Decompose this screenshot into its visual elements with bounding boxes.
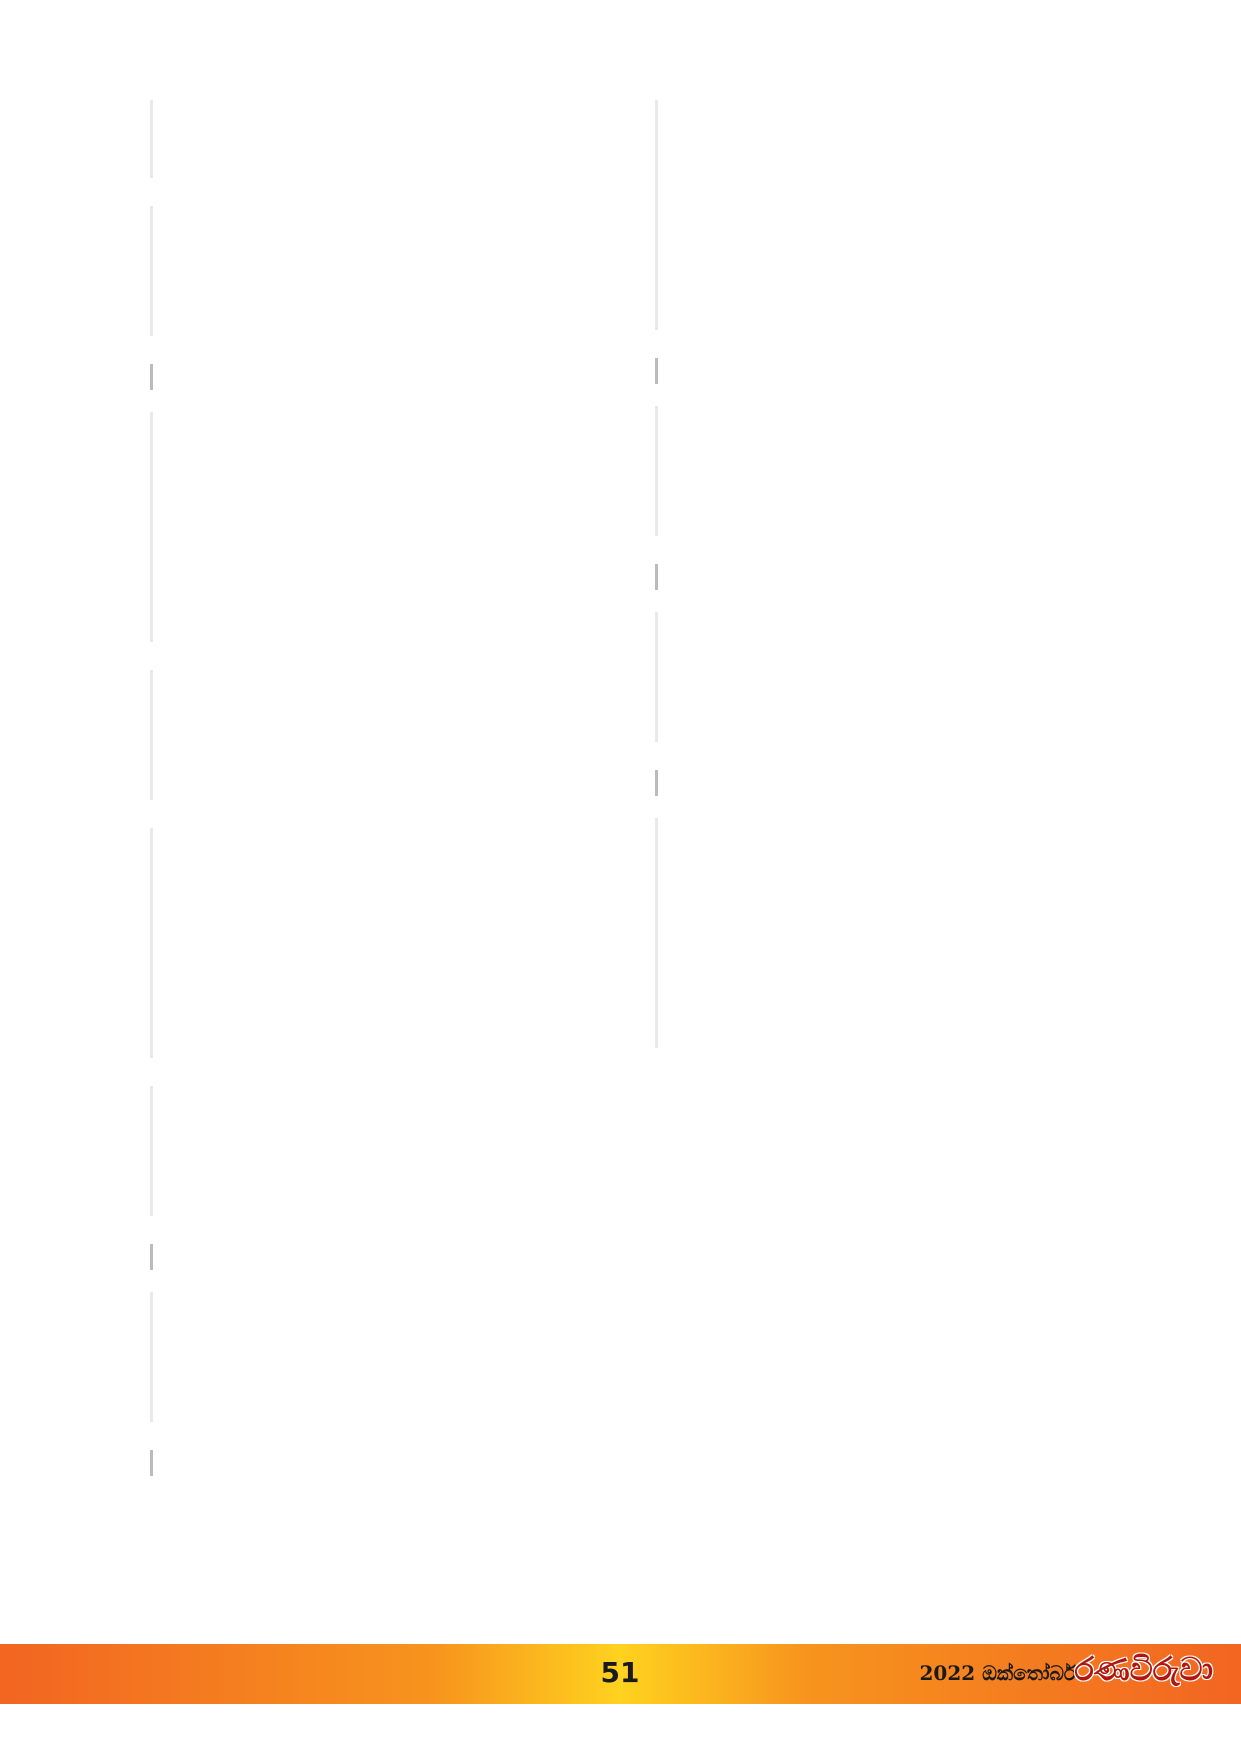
- interview-question: [150, 1244, 605, 1270]
- article-paragraph: [655, 406, 1110, 536]
- interview-question: [655, 564, 1110, 590]
- magazine-logo: රණවිරුවා: [1074, 1650, 1213, 1688]
- article-paragraph: [150, 828, 605, 1058]
- interview-question: [655, 770, 1110, 796]
- article-paragraph: [655, 100, 1110, 330]
- article-right-column: [655, 100, 1110, 1600]
- article-paragraph: [150, 206, 605, 336]
- page-number: 51: [600, 1656, 640, 1689]
- article-paragraph: [150, 100, 605, 178]
- article-paragraph: [150, 412, 605, 642]
- article-left-column: [150, 100, 605, 1600]
- interview-question: [150, 364, 605, 390]
- article-paragraph: [150, 1292, 605, 1422]
- interview-question: [655, 358, 1110, 384]
- article-paragraph: [150, 1086, 605, 1216]
- issue-date: 2022 ඔක්තෝබර්: [919, 1661, 1076, 1685]
- article-paragraph: [150, 670, 605, 800]
- interview-question: [150, 1450, 605, 1476]
- article-paragraph: [655, 818, 1110, 1048]
- page-footer: [0, 1644, 1241, 1704]
- article-columns: [150, 100, 1110, 1600]
- article-paragraph: [655, 612, 1110, 742]
